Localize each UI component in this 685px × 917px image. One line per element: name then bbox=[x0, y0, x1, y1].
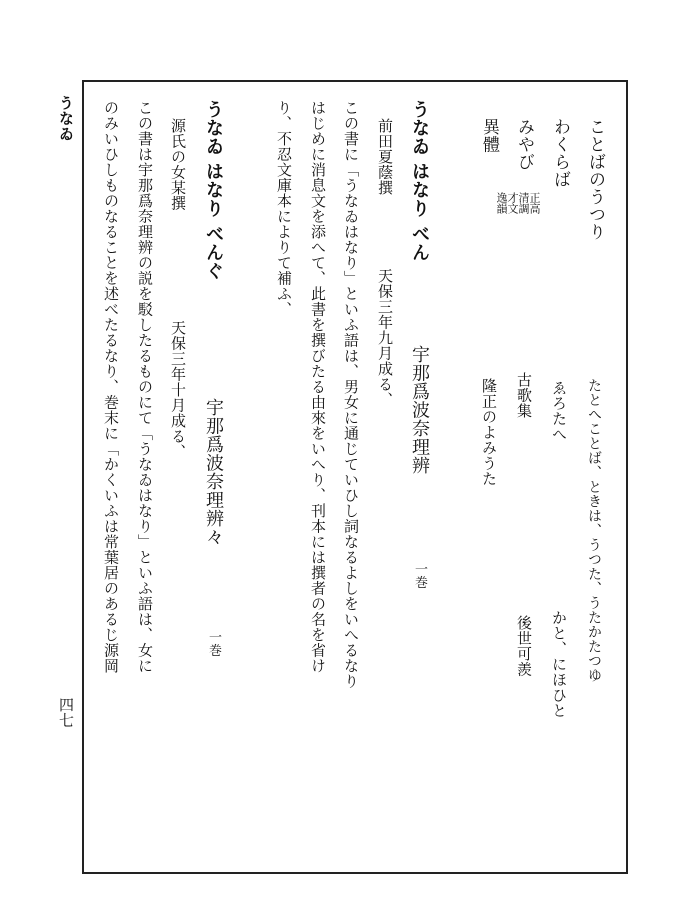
book2-heading: うなゐ はなり べんぐ bbox=[203, 100, 224, 281]
book2-date: 天保三年十月成る、 bbox=[169, 320, 187, 460]
entry-subnote: 逸韻 bbox=[495, 192, 508, 214]
entry-subnotes bbox=[495, 192, 541, 262]
entry-subnote: 才文 bbox=[506, 192, 519, 214]
entry-note: たとへことば、ときは、うつた、うたかたつゆ bbox=[586, 378, 602, 683]
book2-title: 宇那爲波奈理辨々 bbox=[203, 398, 224, 546]
book2-body-line: この書は宇那爲奈理辨の説を駁したるものにて「うなゐはなり」といふ語は、女に bbox=[136, 100, 154, 674]
entry-title: みやび bbox=[514, 118, 534, 171]
book2-body-line: のみいひしものなることを述べたるなり、巻末に「かくいふは常葉居のあるじ源岡 bbox=[102, 100, 120, 674]
entry-note: かと、にほひと bbox=[550, 610, 568, 719]
entry-note: 隆正のよみうた bbox=[480, 378, 498, 487]
book1-body-line: この書に「うなゐはなり」といふ語は、男女に通じていひし詞なるよしをいへるなり bbox=[342, 100, 360, 689]
page-label: うなゐ bbox=[57, 95, 75, 142]
book1-title: 宇那爲波奈理辨 bbox=[409, 345, 430, 475]
entry-title: 異體 bbox=[479, 118, 499, 153]
book1-date: 天保三年九月成る、 bbox=[376, 268, 394, 408]
entry-note: ゑろたへ bbox=[550, 380, 568, 442]
book1-volumes: 一巻 bbox=[412, 562, 427, 589]
book2-author: 源氏の女某撰 bbox=[169, 118, 187, 211]
entry-note: 後世可羨 bbox=[515, 615, 533, 677]
page-number: 四七 bbox=[57, 697, 75, 728]
book1-author: 前田夏蔭撰 bbox=[376, 118, 394, 196]
book1-body-line: り、不忍文庫本によりて補ふ、 bbox=[275, 100, 293, 317]
book1-heading: うなゐ はなり べん bbox=[409, 100, 430, 262]
entry-title: わくらば bbox=[550, 118, 570, 188]
book2-volumes: 一巻 bbox=[206, 630, 221, 657]
entry-title: ことばのうつり bbox=[585, 118, 605, 241]
entry-subnote: 清調 bbox=[517, 192, 530, 214]
entry-note: 古歌集 bbox=[515, 372, 533, 419]
entry-subnote: 正高 bbox=[528, 192, 541, 214]
book1-body-line: はじめに消息文を添へて、此書を撰びたる由來をいへり、刊本には撰者の名を省け bbox=[309, 100, 327, 674]
